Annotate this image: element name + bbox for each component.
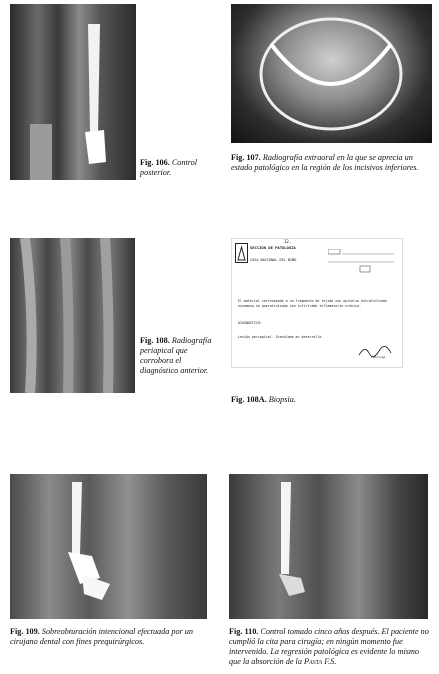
biopsy-signature: [357, 343, 397, 361]
caption-fig-109: [10, 627, 208, 647]
caption-fig-108a-number: Fig. 108A.: [231, 395, 267, 404]
caption-fig-109-number: Fig. 109.: [10, 627, 40, 636]
caption-fig-108-text: Radiografía periapical que corrobora el diagnóstico anterior.: [140, 336, 212, 375]
caption-fig-108-number: Fig. 108.: [140, 336, 170, 345]
caption-fig-110-end: Pasta F.S.: [303, 657, 337, 666]
biopsy-diagnosis-label: DIAGNOSTICO:: [238, 321, 262, 325]
caption-fig-110-text: Control tomado cinco años después. El paciente no cumplió la cita para cirugía; en ningún momento fue intervenido. La regresión patológica es evidente lo mismo que la absorción de la: [229, 627, 429, 666]
caption-fig-107-text: Radiografía extraoral en la que se aprecia un estado patológico en la región de los incisivos inferiores.: [231, 153, 419, 172]
biopsy-signature-title: Patólogo: [371, 355, 386, 359]
radiograph-fig-109-image: [10, 474, 207, 619]
radiograph-fig-107-image: [231, 4, 432, 143]
caption-fig-110-number: Fig. 110.: [229, 627, 259, 636]
caption-fig-106: [140, 158, 212, 178]
biopsy-logo-icon: [236, 244, 247, 262]
biopsy-department: SECCION DE PATOLOGIA: [250, 245, 296, 250]
caption-fig-107-number: Fig. 107.: [231, 153, 261, 162]
caption-fig-106-text: Control posterior.: [140, 158, 198, 177]
radiograph-fig-108-image: [10, 238, 135, 393]
biopsy-diagnosis: Lesión periapical. Granuloma en desarrollo.: [238, 335, 324, 339]
caption-fig-108: [140, 336, 212, 376]
radiograph-fig-106-image: [10, 4, 136, 180]
radiograph-fig-110: [229, 474, 428, 619]
caption-fig-108a: [231, 395, 431, 405]
biopsy-form-fields-lines: [328, 249, 396, 275]
biopsy-form-fig-108a: [231, 238, 403, 368]
biopsy-body-text: El material corresponde a un fragmento de tejido con epitelio estratificado escamoso no queratinizado con infiltrado inflamatorio crónico.: [238, 299, 387, 308]
caption-fig-108a-text: Biopsia.: [268, 395, 296, 404]
caption-fig-107: [231, 153, 432, 173]
radiograph-fig-106: [10, 4, 136, 180]
biopsy-institution: CASA NACIONAL DEL NIÑO: [250, 258, 297, 262]
biopsy-form-fields: [328, 249, 396, 275]
caption-fig-110: [229, 627, 432, 667]
radiograph-fig-109: [10, 474, 207, 619]
caption-fig-109-text: Sobreobturación intencional efectuada por un cirujano dental con fines prequirúrgicos.: [10, 627, 193, 646]
biopsy-date: 12.: [284, 239, 292, 244]
radiograph-fig-110-image: [229, 474, 428, 619]
radiograph-fig-107: [231, 4, 432, 143]
biopsy-form-logo: [235, 243, 248, 263]
radiograph-fig-108: [10, 238, 135, 393]
caption-fig-106-number: Fig. 106.: [140, 158, 170, 167]
